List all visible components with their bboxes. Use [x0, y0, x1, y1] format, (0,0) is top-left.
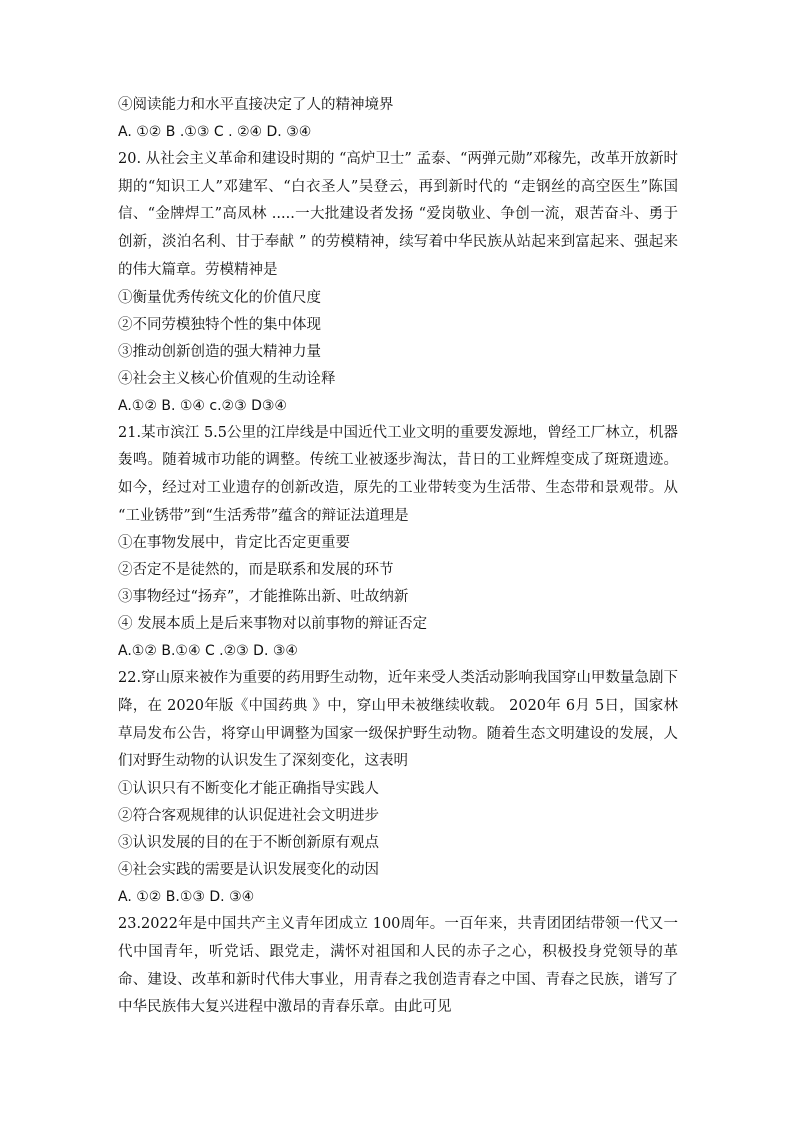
q22-option-3: ③认识发展的目的在于不断创新原有观点	[118, 835, 379, 852]
q21-answer-choices: A.①② B.①④ C .②③ D. ③④	[118, 643, 298, 660]
q22-option-1: ①认识只有不断变化才能正确指导实践人	[118, 781, 379, 798]
q20-option-2: ②不同劳模独特个性的集中体现	[118, 316, 321, 333]
q21-option-1: ①在事物发展中，肯定比否定更重要	[118, 535, 350, 552]
q21-option-2: ②否定不是徒然的，而是联系和发展的环节	[118, 562, 394, 579]
q20-answer-choices: A.①② B. ①④ c.②③ D③④	[118, 397, 287, 414]
q22-option-4: ④社会实践的需要是认识发展变化的动因	[118, 862, 379, 879]
q20-option-3: ③推动创新创造的强大精神力量	[118, 343, 321, 360]
q21-stem: 21.某市滨江 5.5公里的江岸线是中国近代工业文明的重要发源地，曾经工厂林立，机器轰鸣。随着城市功能的调整。传统工业被逐步淘汰，昔日的工业辉煌变成了斑斑遗迹。如今，经过对工业遗存的创新改造，原先的工业带转变为生活带、生态带和景观带。从 “工业锈带”到“生活秀带”蕴含的辩证法道理是	[118, 424, 678, 524]
q20-stem: 20. 从社会主义革命和建设时期的 “高炉卫士” 孟泰、“两弹元勋”邓稼先，改革开放新时期的“知识工人”邓建军、“白衣圣人”吴登云，再到新时代的 “走钢丝的高空医生”陈国信、“金牌焊工”高凤林 .....一大批建设者发扬 “爱岗敬业、争创一流，艰苦奋斗、勇于创新，淡泊名利、甘于奉献 ” 的劳模精神，续写着中华民族从站起来到富起来、强起来的伟大篇章。劳模精神是	[118, 151, 678, 278]
q21-option-3: ③事物经过“扬弃”，才能推陈出新、吐故纳新	[118, 589, 409, 606]
q22-option-2: ②符合客观规律的认识促进社会文明进步	[118, 808, 379, 825]
q20-option-4: ④社会主义核心价值观的生动诠释	[118, 370, 336, 387]
exam-page	[118, 92, 678, 1022]
q19-answer-choices: A. ①② B .①③ C . ②④ D. ③④	[118, 124, 312, 140]
q23-stem: 23.2022年是中国共产主义青年团成立 100周年。一百年来，共青团团结带领一代又一代中国青年，听党话、跟党走，满怀对祖国和人民的赤子之心，积极投身党领导的革命、建设、改革和新时代伟大事业，用青春之我创造青春之中国、青春之民族，谱写了中华民族伟大复兴进程中激昂的青春乐章。由此可见	[118, 916, 678, 1016]
q19-option-4: ④阅读能力和水平直接决定了人的精神境界	[118, 97, 394, 113]
q20-option-1: ①衡量优秀传统文化的价值尺度	[118, 289, 321, 306]
q21-option-4: ④ 发展本质上是后来事物对以前事物的辩证否定	[118, 616, 428, 633]
q22-stem: 22.穿山原来被作为重要的药用野生动物，近年来受人类活动影响我国穿山甲数量急剧下降，在 2020年版《中国药典 》中，穿山甲未被继续收载。 2020年 6月 5日，国家林草局发布公告，将穿山甲调整为国家一级保护野生动物。随着生态文明建设的发展，人们对野生动物的认识发生了深刻变化，这表明	[118, 670, 678, 770]
q22-answer-choices: A. ①② B.①③ D. ③④	[118, 889, 255, 906]
